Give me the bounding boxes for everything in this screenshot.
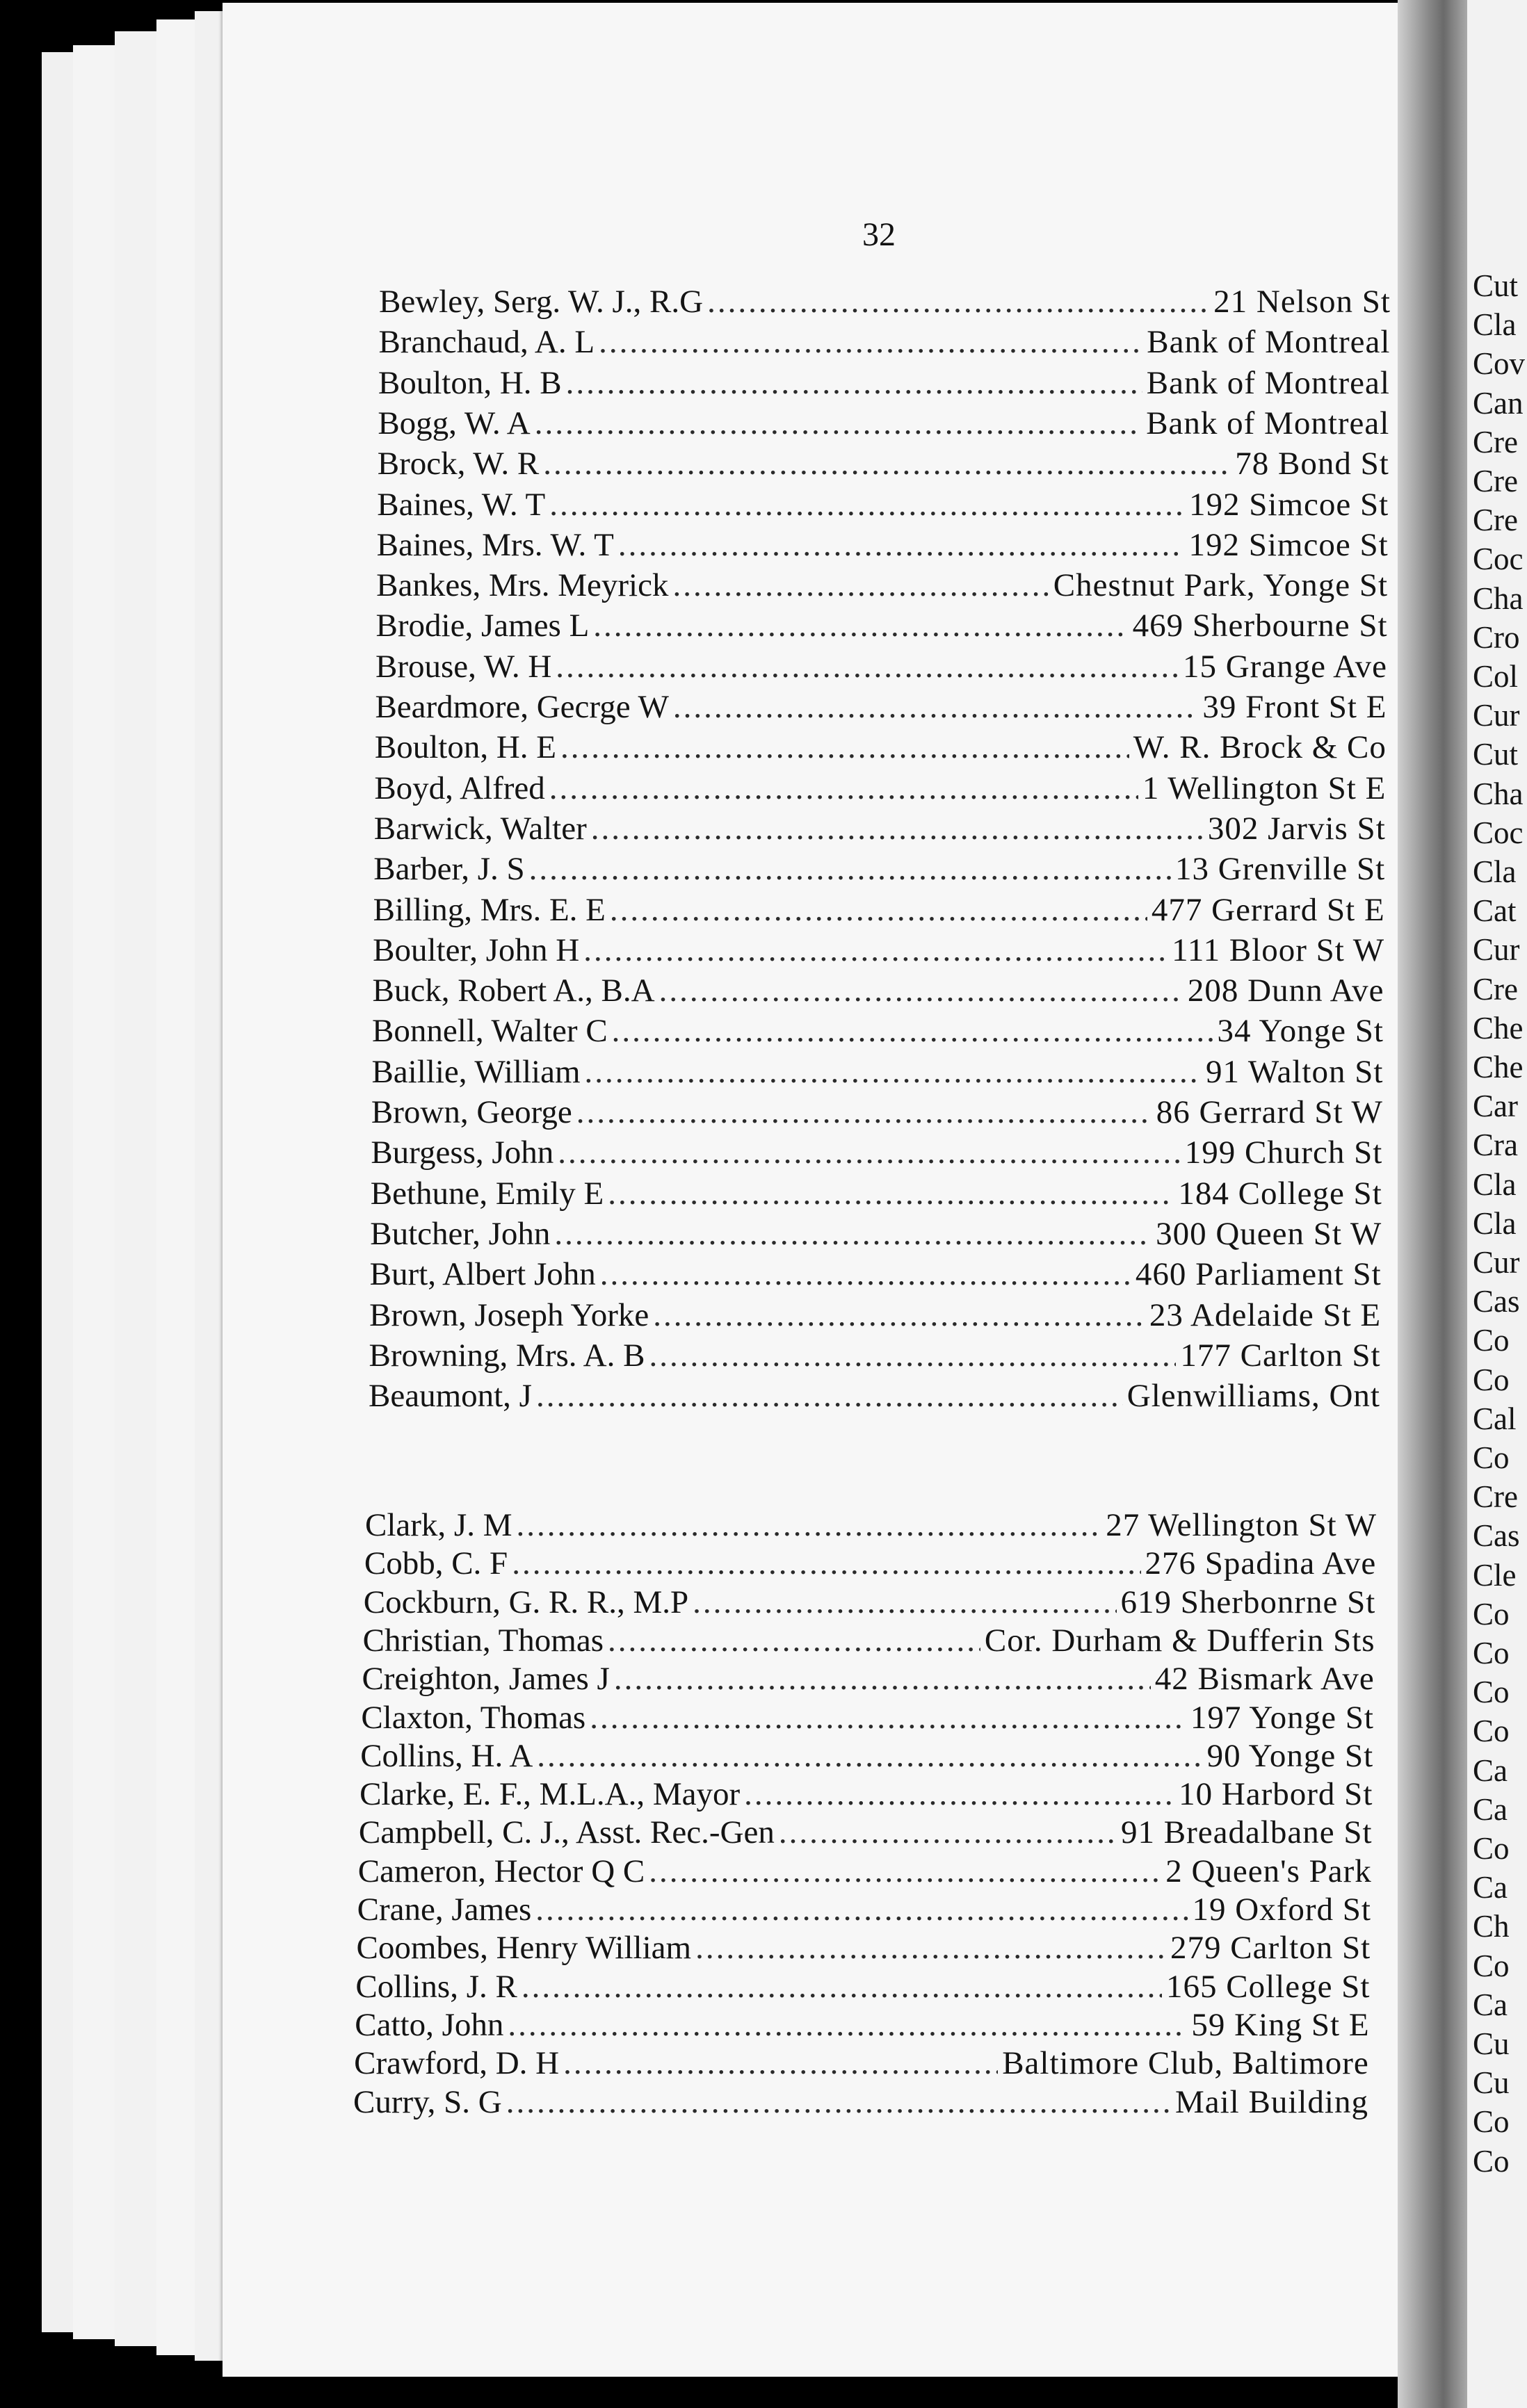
leader-dots [512, 1543, 1140, 1584]
leader-dots [618, 525, 1185, 565]
entry-address: 59 King St E [1191, 2006, 1370, 2043]
entry-name: Bewley, Serg. W. J., R.G [379, 284, 704, 320]
entry-address: 90 Yonge St [1206, 1737, 1374, 1774]
directory-entry [375, 646, 1387, 687]
facing-page-fragment: Cre [1473, 1479, 1518, 1515]
directory-entry [371, 1132, 1382, 1173]
entry-name: Baillie, William [371, 1053, 581, 1090]
facing-page-fragment: Cre [1473, 424, 1518, 459]
leader-dots [556, 646, 1179, 687]
leader-dots [590, 1698, 1186, 1738]
facing-page-fragment: Cla [1473, 1205, 1517, 1241]
entry-address: 86 Gerrard St W [1156, 1094, 1383, 1130]
facing-page-fragment: Co [1473, 2104, 1510, 2140]
leader-dots [744, 1774, 1174, 1814]
facing-page-fragment: Cla [1473, 1166, 1517, 1202]
entry-address: 23 Adelaide St E [1149, 1296, 1382, 1333]
directory-entry [362, 1659, 1374, 1699]
entry-address: 279 Carlton St [1170, 1930, 1371, 1967]
entry-address: 111 Bloor St W [1172, 932, 1385, 968]
entry-address: Chestnut Park, Yonge St [1053, 567, 1389, 604]
leader-dots [659, 970, 1183, 1011]
leader-dots [535, 403, 1142, 444]
entry-address: 2 Queen's Park [1165, 1853, 1372, 1889]
entry-address: 177 Carlton St [1180, 1337, 1381, 1374]
facing-page-fragment: Col [1473, 659, 1519, 694]
directory-entry [353, 2082, 1368, 2122]
directory-entry [379, 282, 1391, 322]
entry-name: Bethune, Emily E [370, 1175, 604, 1212]
entry-name: Clarke, E. F., M.L.A., Mayor [359, 1776, 741, 1813]
entry-name: Boulter, John H [373, 932, 580, 968]
entry-address: 184 College St [1178, 1175, 1382, 1212]
facing-page-fragment: Cur [1473, 698, 1520, 733]
directory-entry [375, 727, 1387, 767]
directory-entry [364, 1582, 1376, 1622]
facing-page-fragment: Cha [1473, 776, 1524, 811]
facing-page-fragment: Cu [1473, 2065, 1510, 2101]
facing-page-fragment: Cra [1473, 1128, 1518, 1163]
entry-name: Boyd, Alfred [374, 770, 545, 806]
leader-dots [695, 1928, 1166, 1968]
directory-entry [376, 605, 1388, 646]
entry-name: Baines, W. T [377, 486, 546, 523]
leader-dots [558, 1132, 1181, 1173]
directory-entry [378, 363, 1390, 403]
entry-name: Brodie, James L [375, 608, 590, 644]
entry-name: Creighton, James J [362, 1661, 610, 1698]
leader-dots [779, 1812, 1117, 1853]
leader-dots [608, 1620, 980, 1661]
facing-page-fragment: Cro [1473, 619, 1520, 655]
leader-dots [649, 1335, 1176, 1376]
directory-entry [375, 687, 1387, 727]
entry-address: 197 Yonge St [1190, 1699, 1374, 1736]
facing-page-fragment: Can [1473, 385, 1524, 421]
leader-dots [554, 1214, 1152, 1254]
entry-address: 302 Jarvis St [1207, 810, 1386, 847]
entry-address: W. R. Brock & Co [1133, 729, 1387, 766]
facing-page-fragment: Cut [1473, 737, 1519, 772]
entry-name: Boulton, H. E [374, 729, 556, 766]
entry-address: 199 Church St [1184, 1134, 1383, 1171]
leader-dots [549, 485, 1185, 525]
entry-name: Brock, W. R [377, 446, 540, 482]
directory-entry [369, 1335, 1381, 1376]
entry-address: 460 Parliament St [1135, 1256, 1382, 1293]
leader-dots [673, 687, 1199, 727]
entry-name: Crawford, D. H [354, 2045, 560, 2082]
entry-name: Billing, Mrs. E. E [373, 891, 606, 928]
facing-page-fragment: Ch [1473, 1909, 1510, 1944]
entry-address: Baltimore Club, Baltimore [1002, 2045, 1369, 2082]
facing-page-fragment: Cla [1473, 854, 1517, 889]
directory-entry [378, 403, 1389, 444]
directory-entry [363, 1620, 1375, 1661]
directory-entry [370, 1214, 1382, 1254]
facing-page-fragment: Co [1473, 1948, 1510, 1983]
leader-dots [583, 930, 1168, 970]
book-gutter [1398, 0, 1474, 2408]
leader-dots [672, 565, 1049, 605]
leader-dots [529, 849, 1171, 889]
facing-page-fragment: Cur [1473, 932, 1520, 968]
leader-dots [506, 2082, 1171, 2122]
directory-entry [374, 808, 1386, 849]
entry-name: Collins, H. A [360, 1737, 533, 1774]
directory-entry [361, 1698, 1374, 1738]
entry-name: Clark, J. M [365, 1507, 512, 1543]
facing-page-fragment: Cla [1473, 307, 1517, 343]
leader-dots [649, 1851, 1161, 1892]
leader-dots [563, 2043, 998, 2083]
directory-entry [364, 1543, 1376, 1584]
leader-dots [549, 768, 1138, 808]
entry-address: Mail Building [1174, 2083, 1368, 2120]
directory-entry [371, 1092, 1383, 1132]
entry-address: Glenwilliams, Ont [1126, 1378, 1380, 1415]
entry-address: 192 Simcoe St [1189, 486, 1389, 523]
entry-name: Beaumont, J [369, 1378, 532, 1415]
facing-page-fragment: Co [1473, 1596, 1510, 1632]
entry-address: 619 Sherbonrne St [1120, 1584, 1376, 1620]
entry-address: 208 Dunn Ave [1187, 973, 1384, 1009]
entry-name: Burt, Albert John [369, 1256, 596, 1293]
entry-name: Brown, Joseph Yorke [369, 1296, 649, 1333]
entry-name: Burgess, John [371, 1134, 554, 1171]
facing-page-fragment: Cas [1473, 1284, 1520, 1319]
entry-name: Barber, J. S [373, 851, 525, 888]
directory-entry [355, 2005, 1369, 2045]
entry-name: Christian, Thomas [362, 1622, 604, 1659]
entry-name: Beardmore, Gecrge W [375, 689, 669, 725]
leader-dots [614, 1659, 1151, 1699]
entry-name: Claxton, Thomas [361, 1699, 586, 1736]
directory-entry [378, 322, 1390, 362]
facing-page-fragment: Co [1473, 2143, 1510, 2179]
entry-address: 469 Sherbourne St [1132, 608, 1388, 644]
directory-entry [371, 1173, 1382, 1214]
entry-address: Bank of Montreal [1146, 405, 1390, 441]
facing-page-fragment: Cre [1473, 503, 1518, 538]
entry-address: 91 Breadalbane St [1121, 1814, 1373, 1851]
leader-dots [600, 1254, 1131, 1294]
leader-dots [653, 1295, 1145, 1335]
facing-page-fragment: Ca [1473, 1752, 1508, 1788]
leader-dots [522, 1967, 1162, 2007]
entry-address: 165 College St [1166, 1968, 1371, 2005]
entry-address: 300 Queen St W [1156, 1215, 1382, 1252]
directory-entry [369, 1376, 1380, 1416]
facing-page-fragment: Coc [1473, 542, 1524, 577]
leader-dots [535, 1889, 1188, 1930]
directory-entry [355, 1967, 1370, 2007]
facing-page-fragment: Car [1473, 1089, 1518, 1124]
leader-dots [517, 1505, 1102, 1545]
directory-entry [377, 525, 1389, 565]
facing-page-fragment: Ca [1473, 1987, 1508, 2022]
entry-name: Brouse, W. H [375, 648, 552, 685]
entry-address: 78 Bond St [1235, 446, 1389, 482]
facing-page-fragment: Cre [1473, 464, 1518, 498]
facing-page-fragment: Ca [1473, 1870, 1508, 1905]
facing-page-fragment: Co [1473, 1831, 1510, 1866]
facing-page-fragment: Cat [1473, 893, 1517, 929]
facing-page-fragment: Co [1473, 1675, 1510, 1710]
entry-address: 15 Grange Ave [1182, 648, 1387, 685]
leader-dots [560, 727, 1129, 767]
directory-entry [372, 1011, 1384, 1051]
entry-address: 477 Gerrard St E [1151, 891, 1385, 928]
leader-dots [608, 1173, 1174, 1214]
leader-dots [566, 363, 1142, 403]
entry-address: 27 Wellington St W [1106, 1507, 1377, 1543]
entry-address: 34 Yonge St [1217, 1013, 1384, 1050]
facing-page-fragment: Co [1473, 1636, 1510, 1670]
directory-entry [354, 2043, 1369, 2083]
entry-name: Bogg, W. A [378, 405, 531, 441]
entry-name: Barwick, Walter [373, 810, 587, 847]
directory-entry [359, 1774, 1373, 1814]
entry-name: Branchaud, A. L [378, 324, 595, 361]
entry-name: Baines, Mrs. W. T [376, 526, 614, 563]
entry-address: 91 Walton St [1206, 1053, 1384, 1090]
facing-page-fragment: Co [1473, 1362, 1510, 1397]
directory-entry [373, 970, 1384, 1011]
entry-name: Brown, George [371, 1094, 572, 1130]
directory-entry [373, 890, 1385, 930]
facing-page-fragment: Co [1473, 1440, 1510, 1475]
entry-address: Bank of Montreal [1147, 324, 1391, 361]
leader-dots [610, 890, 1147, 930]
entry-name: Coombes, Henry William [356, 1930, 692, 1967]
entry-name: Cameron, Hector Q C [357, 1853, 645, 1889]
directory-entry [365, 1505, 1377, 1545]
entry-address: 13 Grenville St [1175, 851, 1386, 888]
entry-address: 39 Front St E [1202, 689, 1387, 725]
leader-dots [612, 1011, 1213, 1051]
entry-address: Cor. Durham & Dufferin Sts [984, 1622, 1375, 1659]
entry-name: Collins, J. R [355, 1968, 517, 2005]
directory-entry [358, 1851, 1372, 1892]
entry-name: Campbell, C. J., Asst. Rec.-Gen [358, 1814, 775, 1851]
leader-dots [591, 808, 1204, 849]
facing-page-fragment: Che [1473, 1050, 1524, 1084]
leader-dots [707, 282, 1209, 322]
leader-dots [537, 1736, 1202, 1776]
directory-entry [360, 1736, 1373, 1776]
facing-page-fragment: Che [1473, 1010, 1524, 1046]
directory-entry [378, 444, 1389, 484]
entry-address: 276 Spadina Ave [1145, 1545, 1377, 1582]
entry-name: Curry, S. G [353, 2083, 502, 2120]
entry-name: Cockburn, G. R. R., M.P [363, 1584, 689, 1620]
leader-dots [693, 1582, 1116, 1622]
directory-entry [357, 1928, 1371, 1968]
directory-entry [359, 1812, 1373, 1853]
facing-page-fragment: Cut [1473, 268, 1519, 303]
facing-page-fragment: Co [1473, 1323, 1510, 1358]
entry-address: 1 Wellington St E [1142, 770, 1387, 806]
entry-name: Butcher, John [370, 1215, 551, 1252]
directory-entry [377, 485, 1389, 525]
entry-name: Boulton, H. B [378, 364, 562, 401]
entry-name: Catto, John [355, 2006, 504, 2043]
facing-page-fragment: Cha [1473, 580, 1524, 616]
directory-entry [369, 1295, 1381, 1335]
entry-address: 42 Bismark Ave [1154, 1661, 1375, 1698]
directory-entry [371, 1052, 1383, 1092]
facing-page-fragment: Cas [1473, 1518, 1520, 1554]
directory-entry [357, 1889, 1371, 1930]
facing-page-fragment: Cur [1473, 1245, 1520, 1280]
directory-entry [373, 930, 1384, 970]
entry-address: 21 Nelson St [1213, 284, 1391, 320]
entry-name: Browning, Mrs. A. B [369, 1337, 645, 1374]
entry-address: 192 Simcoe St [1188, 526, 1389, 563]
entry-name: Bonnell, Walter C [372, 1013, 608, 1050]
facing-page-fragment: Coc [1473, 815, 1524, 850]
entry-address: 19 Oxford St [1192, 1892, 1371, 1928]
entry-address: 10 Harbord St [1179, 1776, 1373, 1813]
leader-dots [585, 1052, 1202, 1092]
entry-name: Bankes, Mrs. Meyrick [376, 567, 669, 604]
directory-entry [374, 768, 1386, 808]
directory-entry [370, 1254, 1382, 1294]
directory-entry [373, 849, 1385, 889]
leader-dots [576, 1092, 1152, 1132]
facing-page-fragment: Cle [1473, 1557, 1517, 1593]
leader-dots [536, 1376, 1123, 1416]
facing-page-fragment: Cre [1473, 971, 1518, 1007]
facing-page-fragment: Cov [1473, 346, 1526, 382]
leader-dots [543, 444, 1231, 484]
leader-dots [508, 2005, 1187, 2045]
page-number: 32 [862, 216, 896, 253]
facing-page-fragment: Cu [1473, 2026, 1510, 2061]
entry-address: Bank of Montreal [1146, 364, 1390, 401]
facing-page-fragment: Cal [1473, 1401, 1517, 1436]
facing-page-fragment: Co [1473, 1714, 1510, 1749]
entry-name: Cobb, C. F [364, 1545, 508, 1582]
entry-name: Crane, James [357, 1892, 532, 1928]
entry-name: Buck, Robert A., B.A [372, 973, 655, 1009]
leader-dots [593, 605, 1128, 646]
facing-page-fragment: Ca [1473, 1791, 1508, 1827]
directory-entry [376, 565, 1388, 605]
leader-dots [599, 322, 1142, 362]
